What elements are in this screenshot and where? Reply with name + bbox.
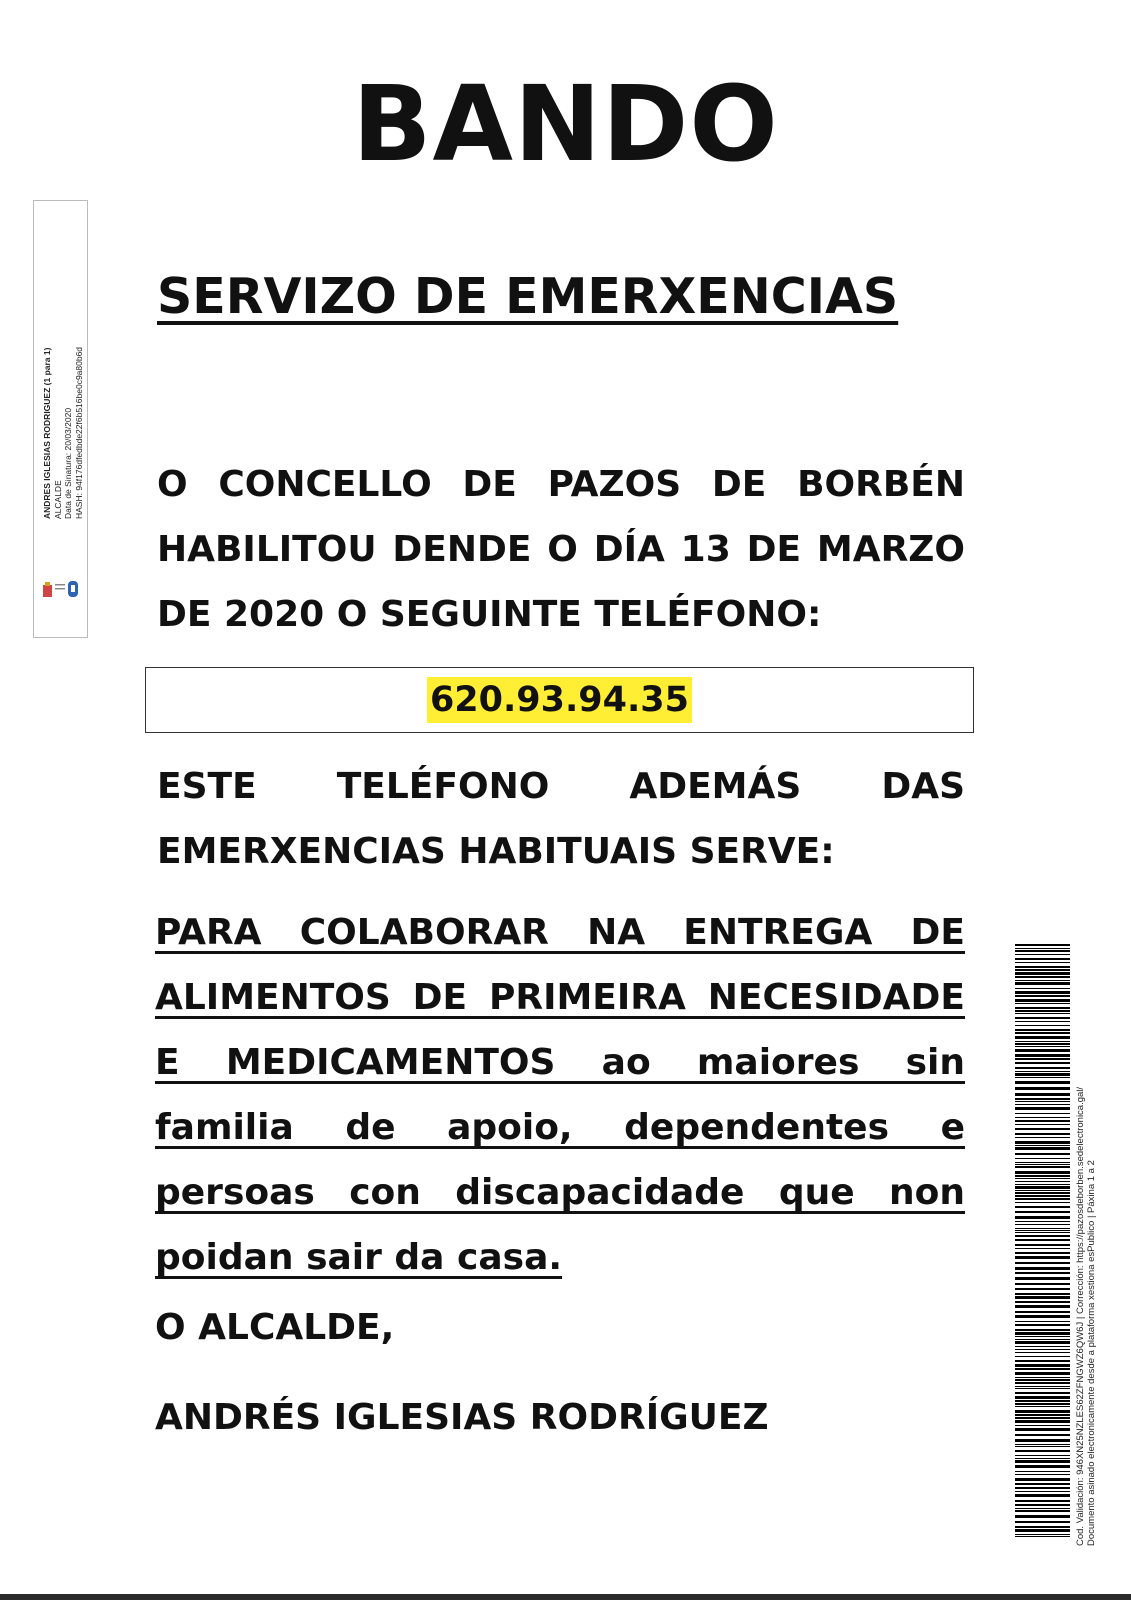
barcode-bar (1015, 1147, 1070, 1150)
barcode-bar (1015, 1128, 1070, 1130)
document-subtitle: SERVIZO DE EMERXENCIAS (157, 268, 899, 325)
services-detail-paragraph: PARA COLABORAR NA ENTREGA DE ALIMENTOS DE PRIMEIRA NECESIDADE E MEDICAMENTOS ao maiores sin familia de apoio, dependentes e persoas con discapacidade que non poidan sair da casa. (155, 912, 965, 1278)
barcode-bar (1015, 1428, 1070, 1431)
barcode-bar (1015, 1521, 1070, 1523)
barcode-bar (1015, 1478, 1070, 1481)
phone-box (145, 667, 974, 733)
barcode-bar (1015, 1455, 1070, 1456)
barcode-bar (1015, 1181, 1070, 1182)
barcode-bar (1015, 1420, 1070, 1423)
barcode-bar (1015, 1483, 1070, 1485)
signature-date: Data de Sinatura: 20/03/2020 (63, 407, 73, 519)
barcode-bar (1015, 1093, 1070, 1096)
validation-platform: Documento asinado electronicamente desde a plataforma xestiona esPublico | Páxina 1 a 2 (1086, 1160, 1097, 1546)
barcode-bar (1015, 999, 1070, 1002)
barcode-bar (1015, 1216, 1070, 1219)
barcode-bar (1015, 1283, 1070, 1285)
barcode-bar (1015, 1046, 1070, 1047)
barcode-bar (1015, 1382, 1070, 1384)
barcode-bar (1015, 1178, 1070, 1179)
barcode-bar (1015, 1500, 1070, 1502)
barcode-bar (1015, 1158, 1070, 1159)
barcode-bar (1015, 1494, 1070, 1497)
barcode-bar (1015, 1450, 1070, 1452)
barcode-bar (1015, 972, 1070, 975)
barcode-bar (1015, 982, 1070, 985)
barcode-bar (1015, 1221, 1070, 1222)
barcode-bar (1015, 1508, 1070, 1509)
barcode-bar (1015, 1248, 1070, 1249)
barcode-bar (1015, 1244, 1070, 1246)
closing-line: O ALCALDE, (155, 1307, 395, 1348)
barcode-bar (1015, 980, 1070, 981)
barcode-bar (1015, 1277, 1070, 1280)
barcode-bar (1015, 1133, 1070, 1135)
barcode-bar (1015, 1162, 1070, 1163)
barcode-bar (1015, 1360, 1070, 1362)
barcode-bar (1015, 1198, 1070, 1200)
barcode-bar (1015, 1372, 1070, 1375)
barcode-bar (1015, 1124, 1070, 1125)
barcode-bar (1015, 969, 1070, 971)
barcode-bar (1015, 1339, 1070, 1340)
barcode-bar (1015, 1504, 1070, 1506)
barcode-bar (1015, 1458, 1070, 1459)
barcode-bar (1015, 1487, 1070, 1489)
barcode-bar (1015, 1058, 1070, 1060)
barcode-bar (1015, 1186, 1070, 1189)
barcode-bar (1015, 1071, 1070, 1072)
barcode-bar (1015, 1515, 1070, 1518)
barcode-bar (1015, 1471, 1070, 1472)
barcode-bar (1015, 1536, 1070, 1537)
barcode-bar (1015, 1329, 1070, 1331)
signature-stamp-text (42, 219, 84, 519)
barcode-bar (1015, 1324, 1070, 1326)
barcode-bar (1015, 1067, 1070, 1069)
barcode-bar (1015, 1036, 1070, 1039)
barcode-bar (1015, 1007, 1070, 1009)
barcode-bar (1015, 1288, 1070, 1290)
barcode-bar (1015, 1439, 1070, 1442)
barcode-bar (1015, 1224, 1070, 1225)
barcode-bar (1015, 1392, 1070, 1394)
barcode-bar (1015, 1256, 1070, 1259)
barcode-bar (1015, 1262, 1070, 1264)
barcode-bar (1015, 1346, 1070, 1347)
barcode-bar (1015, 1434, 1070, 1436)
barcode-bar (1015, 1017, 1070, 1019)
barcode-bar (1015, 1364, 1070, 1367)
barcode-bar (1015, 1054, 1070, 1057)
barcode-bar (1015, 1141, 1070, 1144)
barcode-bar (1015, 1175, 1070, 1177)
barcode-bar (1015, 1368, 1070, 1370)
barcode-bar (1015, 1239, 1070, 1241)
barcode-bar (1015, 1206, 1070, 1208)
barcode-bar (1015, 1117, 1070, 1118)
barcode-bar (1015, 958, 1070, 960)
barcode-bar (1015, 1025, 1070, 1026)
barcode-bar (1015, 1087, 1070, 1090)
barcode-bar (1015, 1166, 1070, 1168)
barcode-bar (1015, 1104, 1070, 1105)
barcode-bar (1015, 1410, 1070, 1413)
barcode-bar (1015, 1043, 1070, 1045)
barcode-bar (1015, 1379, 1070, 1381)
phone-number: 620.93.94.35 (427, 677, 692, 723)
barcode-bar (1015, 1010, 1070, 1012)
barcode-bar (1015, 1356, 1070, 1357)
signature-stamp (33, 200, 88, 638)
barcode-bar (1015, 1032, 1070, 1034)
barcode-bar (1015, 1003, 1070, 1004)
barcode-bar (1015, 1534, 1070, 1535)
barcode-bar (1015, 1321, 1070, 1322)
barcode-bar (1015, 1195, 1070, 1197)
barcode-bar (1015, 1352, 1070, 1353)
barcode-bar (1015, 1311, 1070, 1313)
intro-paragraph: O CONCELLO DE PAZOS DE BORBÉN HABILITOU DENDE O DÍA 13 DE MARZO DE 2020 O SEGUINTE TELÉFONO: (157, 464, 965, 635)
barcode-bar (1015, 1145, 1070, 1146)
barcode-bar (1015, 1425, 1070, 1426)
barcode-bar (1015, 1184, 1070, 1185)
barcode-bar (1015, 1305, 1070, 1308)
barcode-bar (1015, 944, 1070, 946)
barcode-bar (1015, 1296, 1070, 1299)
barcode-bar (1015, 1396, 1070, 1399)
barcode-bar (1015, 1336, 1070, 1337)
barcode-bar (1015, 991, 1070, 994)
signer-role: ALCALDE (52, 480, 63, 519)
barcode-bar (1015, 1107, 1070, 1110)
barcode-bar (1015, 1137, 1070, 1138)
barcode-bar (1015, 962, 1070, 963)
barcode-bar (1015, 1460, 1070, 1463)
barcode-icon (1015, 944, 1070, 1538)
mayor-name: ANDRÉS IGLESIAS RODRÍGUEZ (155, 1397, 769, 1438)
barcode-bar (1015, 1098, 1070, 1100)
barcode-bar (1015, 1192, 1070, 1194)
barcode-bar (1015, 1232, 1070, 1233)
barcode-bar (1015, 1153, 1070, 1155)
barcode-bar (1015, 1510, 1070, 1512)
barcode-bar (1015, 1444, 1070, 1445)
barcode-bar (1015, 1211, 1070, 1213)
validation-footer (1075, 946, 1097, 1546)
barcode-bar (1015, 1062, 1070, 1064)
barcode-bar (1015, 950, 1070, 952)
barcode-bar (1015, 1252, 1070, 1254)
barcode-bar (1015, 1228, 1070, 1229)
barcode-bar (1015, 1230, 1070, 1231)
barcode-bar (1015, 1301, 1070, 1303)
barcode-bar (1015, 1164, 1070, 1165)
barcode-bar (1015, 995, 1070, 997)
barcode-bar (1015, 1349, 1070, 1350)
barcode-bar (1015, 1465, 1070, 1468)
barcode-bar (1015, 1041, 1070, 1042)
barcode-bar (1015, 1315, 1070, 1318)
barcode-bar (1015, 1529, 1070, 1532)
barcode-bar (1015, 1267, 1070, 1270)
barcode-bar (1015, 1491, 1070, 1492)
barcode-bar (1015, 1377, 1070, 1378)
barcode-bar (1015, 1029, 1070, 1031)
barcode-bar (1015, 1049, 1070, 1052)
barcode-bar (1015, 1341, 1070, 1344)
barcode-bar (1015, 1013, 1070, 1014)
barcode-bar (1015, 1293, 1070, 1295)
barcode-bar (1015, 1021, 1070, 1022)
barcode-bar (1015, 1073, 1070, 1076)
barcode-bar (1015, 1474, 1070, 1475)
document-title: BANDO (352, 63, 779, 185)
municipal-seal-icon (40, 577, 82, 603)
barcode-bar (1015, 1202, 1070, 1203)
barcode-bar (1015, 1081, 1070, 1084)
barcode-bar (1015, 1386, 1070, 1387)
barcode-bar (1015, 1190, 1070, 1191)
barcode-bar (1015, 1388, 1070, 1389)
barcode-bar (1015, 966, 1070, 968)
scan-edge (0, 1594, 1131, 1600)
barcode-bar (1015, 1406, 1070, 1407)
barcode-bar (1015, 1235, 1070, 1237)
barcode-bar (1015, 988, 1070, 989)
barcode-bar (1015, 948, 1070, 949)
barcode-bar (1015, 1171, 1070, 1174)
services-intro-paragraph: ESTE TELÉFONO ADEMÁS DAS EMERXENCIAS HABITUAIS SERVE: (157, 766, 965, 872)
validation-code: Cod. Validación: 946XN25NZLES62ZFNGWZ6QW6J | Corrección: https://pazosdeborben.sedelectronica.gal/ (1075, 1086, 1086, 1546)
barcode-bar (1015, 1417, 1070, 1419)
barcode-bar (1015, 1526, 1070, 1528)
barcode-bar (1015, 1077, 1070, 1078)
barcode-bar (1015, 1101, 1070, 1102)
barcode-bar (1015, 954, 1070, 955)
barcode-bar (1015, 1403, 1070, 1405)
barcode-bar (1015, 1120, 1070, 1122)
barcode-bar (1015, 1332, 1070, 1335)
signature-hash: HASH: 94f176dfedbde22f6b516be0c9a80b6d (73, 346, 84, 519)
barcode-bar (1015, 976, 1070, 978)
barcode-bar (1015, 1414, 1070, 1416)
barcode-bar (1015, 1400, 1070, 1402)
barcode-bar (1015, 1446, 1070, 1447)
barcode-bar (1015, 1272, 1070, 1274)
signer-name: ANDRES IGLESIAS RODRIGUEZ (1 para 1) (42, 347, 52, 519)
barcode-bar (1015, 1113, 1070, 1114)
